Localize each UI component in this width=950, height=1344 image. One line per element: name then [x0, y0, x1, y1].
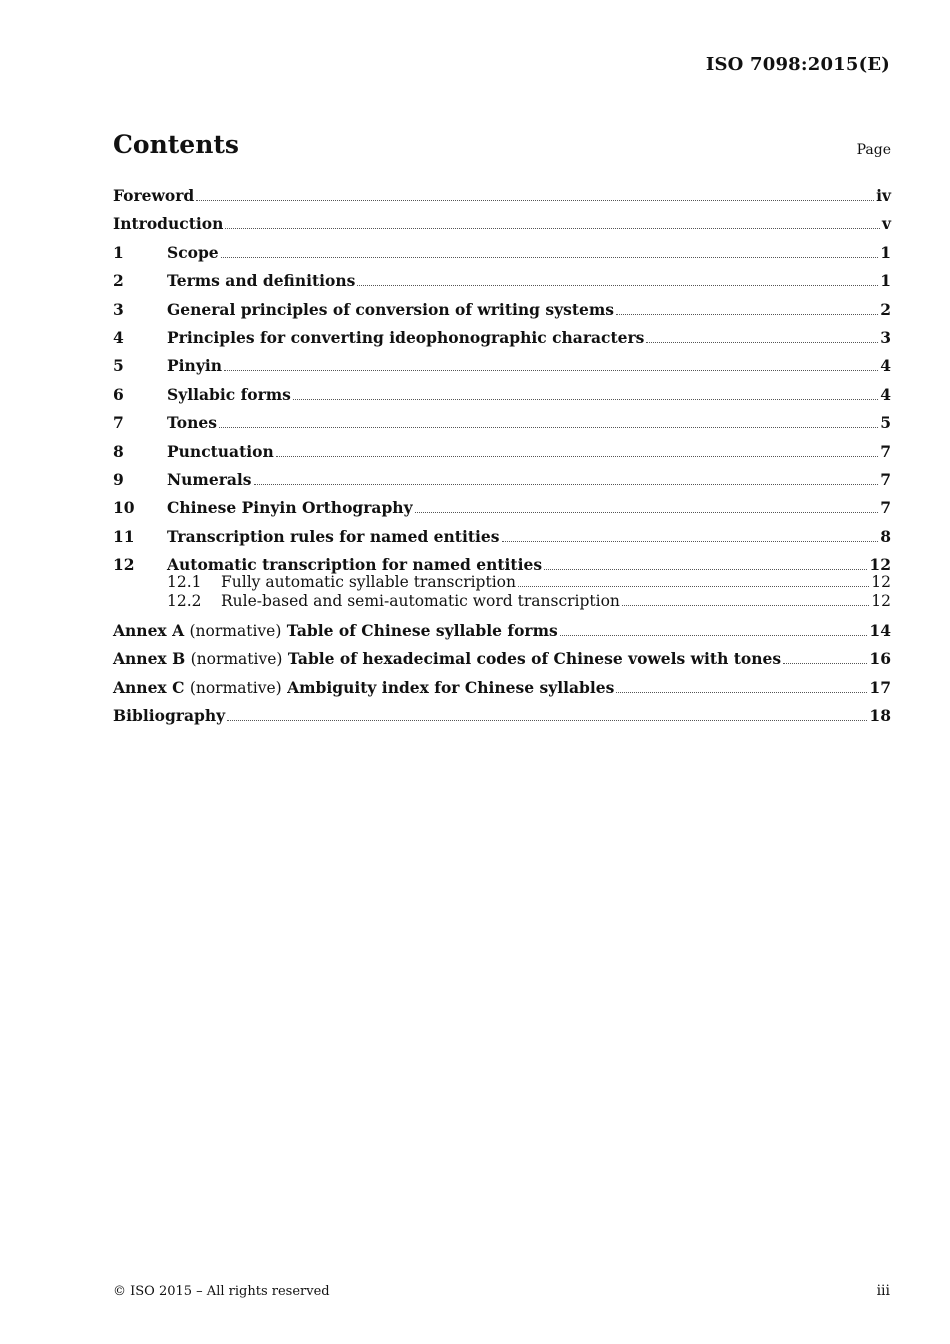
toc-entry-punctuation[interactable] — [113, 440, 891, 468]
toc-entry-syllabic-forms[interactable] — [113, 383, 891, 411]
toc-entry-label: Bibliography — [113, 706, 226, 726]
dot-leader — [219, 427, 878, 428]
toc-entry-page: v — [881, 214, 891, 234]
toc-entry-tones[interactable] — [113, 411, 891, 439]
annex-title: Ambiguity index for Chinese syllables — [287, 677, 615, 697]
toc-entry-number: 8 — [113, 441, 124, 461]
toc-entry-page: 14 — [869, 621, 891, 641]
toc-entry-introduction[interactable] — [113, 212, 891, 240]
toc-entry-automatic-transcription[interactable] — [113, 553, 891, 573]
toc-entry-orthography[interactable] — [113, 496, 891, 524]
toc-subentry-page: 12 — [871, 592, 891, 611]
annex-title: Table of hexadecimal codes of Chinese vowels with tones — [287, 649, 782, 669]
toc-entry-page: 2 — [880, 299, 891, 319]
dot-leader — [254, 484, 879, 485]
toc-entry-number: 10 — [113, 498, 135, 518]
toc-entry-page: 1 — [880, 271, 891, 291]
toc-entry-label: Transcription rules for named entities — [167, 526, 500, 546]
toc-entry-page: 7 — [880, 441, 891, 461]
contents-title-row — [113, 130, 891, 166]
toc-entry-label: General principles of conversion of writing systems — [167, 299, 614, 319]
dot-leader — [224, 370, 878, 371]
toc-entry-page: 1 — [880, 242, 891, 262]
annex-title: Table of Chinese syllable forms — [286, 621, 558, 641]
toc-entry-scope[interactable] — [113, 241, 891, 269]
toc-subentry-number: 12.2 — [167, 592, 202, 611]
toc-entry-page: 3 — [880, 327, 891, 347]
toc-entry-page: 17 — [869, 677, 891, 697]
toc-entry-number: 6 — [113, 384, 124, 404]
dot-leader — [221, 257, 879, 258]
annex-id: Annex C — [113, 677, 185, 697]
dot-leader — [293, 399, 878, 400]
toc-subentry-12-2[interactable] — [113, 592, 891, 611]
toc-entry-terms[interactable] — [113, 269, 891, 297]
toc-entry-bibliography[interactable] — [113, 704, 891, 732]
toc-subentry-label: Rule-based and semi-automatic word transcription — [221, 592, 620, 611]
toc-entry-page: 5 — [880, 413, 891, 433]
toc-entry-label: Chinese Pinyin Orthography — [167, 498, 413, 518]
toc-entry-page: iv — [876, 186, 891, 205]
toc-entry-label: Syllabic forms — [167, 384, 291, 404]
toc-entry-number: 11 — [113, 526, 135, 546]
toc-entry-transcription-rules[interactable] — [113, 525, 891, 553]
dot-leader — [616, 692, 867, 693]
copyright-notice: © ISO 2015 – All rights reserved — [113, 1284, 330, 1299]
toc-entry-label: Tones — [167, 413, 217, 433]
toc-subentry-label: Fully automatic syllable transcription — [221, 573, 516, 592]
dot-leader — [196, 200, 874, 201]
toc-entry-label: Automatic transcription for named entities — [167, 555, 543, 575]
toc-entry-number: 5 — [113, 356, 124, 376]
toc-entry-pinyin[interactable] — [113, 354, 891, 382]
page-number: iii — [876, 1283, 890, 1299]
toc-entry-page: 7 — [880, 498, 891, 518]
toc-entry-page: 16 — [869, 649, 891, 669]
toc-subentry-page: 12 — [871, 573, 891, 592]
page-title: Contents — [113, 130, 240, 159]
dot-leader — [544, 569, 867, 570]
toc-entry-general-principles[interactable] — [113, 298, 891, 326]
dot-leader — [646, 342, 878, 343]
toc-entry-page: 4 — [880, 384, 891, 404]
dot-leader — [622, 605, 869, 606]
dot-leader — [502, 541, 879, 542]
toc-entry-page: 12 — [869, 555, 891, 575]
toc-entry-label: Principles for converting ideophonographic characters — [167, 327, 645, 347]
toc-entry-page: 18 — [869, 706, 891, 726]
toc-entry-label: Pinyin — [167, 356, 222, 376]
toc-entry-number: 9 — [113, 469, 124, 489]
toc-entry-annex-c[interactable] — [113, 676, 891, 704]
toc-entry-page: 7 — [880, 469, 891, 489]
toc-subentry-12-1[interactable] — [113, 573, 891, 592]
toc-entry-annex-a[interactable] — [113, 619, 891, 647]
dot-leader — [616, 314, 878, 315]
toc-entry-label: Scope — [167, 242, 219, 262]
toc-entry-label: Numerals — [167, 469, 252, 489]
toc-entry-annex-b[interactable] — [113, 647, 891, 675]
toc-entry-label: Introduction — [113, 214, 224, 234]
toc-entry-number: 7 — [113, 413, 124, 433]
annex-id: Annex B — [113, 649, 186, 669]
annex-kind: (normative) — [189, 622, 282, 641]
dot-leader — [276, 456, 878, 457]
dot-leader — [518, 586, 869, 587]
toc-entry-converting-principles[interactable] — [113, 326, 891, 354]
annex-id: Annex A — [113, 621, 185, 641]
dot-leader — [357, 285, 878, 286]
page-column-label: Page — [856, 142, 891, 158]
toc-entry-page: 8 — [880, 526, 891, 546]
toc-entry-label: Foreword — [113, 186, 195, 205]
toc-entry-number: 3 — [113, 299, 124, 319]
annex-kind: (normative) — [189, 678, 282, 697]
toc-entry-number: 1 — [113, 242, 124, 262]
toc-entry-label: Punctuation — [167, 441, 274, 461]
dot-leader — [227, 720, 867, 721]
dot-leader — [225, 228, 880, 229]
toc-entry-foreword[interactable] — [113, 184, 891, 212]
toc-subentry-number: 12.1 — [167, 573, 202, 592]
dot-leader — [560, 635, 868, 636]
document-id-header: ISO 7098:2015(E) — [705, 54, 890, 75]
annex-kind: (normative) — [190, 650, 283, 669]
toc-entry-label: Terms and definitions — [167, 271, 356, 291]
toc-entry-page: 4 — [880, 356, 891, 376]
table-of-contents — [113, 184, 891, 733]
dot-leader — [415, 512, 879, 513]
toc-entry-number: 12 — [113, 555, 135, 575]
toc-entry-number: 2 — [113, 271, 124, 291]
toc-entry-numerals[interactable] — [113, 468, 891, 496]
dot-leader — [783, 663, 867, 664]
toc-entry-number: 4 — [113, 327, 124, 347]
